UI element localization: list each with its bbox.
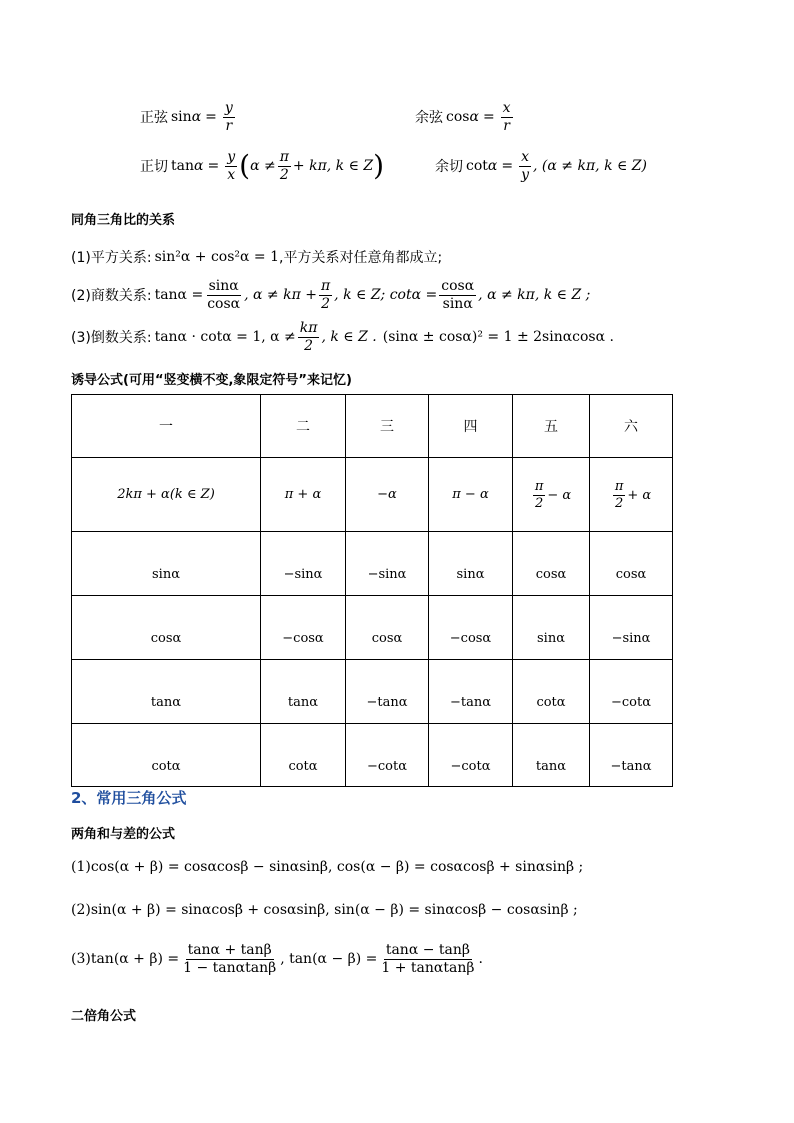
table-cell: −sinα — [261, 532, 346, 596]
column-header: 三 — [346, 395, 429, 458]
cos-over-sin — [439, 279, 476, 311]
fraction-denominator: 1 − tanαtanβ — [183, 959, 277, 976]
fraction-denominator: y — [521, 166, 530, 183]
induction-table — [71, 394, 673, 787]
tan-condition-tail: + kπ, k ∈ Z — [292, 158, 374, 175]
fraction-numerator: π — [534, 478, 544, 494]
cot-condition: , (α ≠ kπ, k ∈ Z) — [533, 158, 647, 175]
table-cell: sinα — [429, 532, 513, 596]
equals-sign: = — [482, 109, 495, 126]
tan-condition: α ≠ — [250, 158, 276, 175]
fraction-denominator: 1 + tanαtanβ — [381, 959, 475, 976]
fraction-numerator: π — [320, 278, 331, 294]
sine-definition — [140, 101, 237, 133]
fraction-denominator: sinα — [442, 295, 473, 312]
table-cell: −cotα — [429, 724, 513, 787]
fraction-denominator: r — [503, 117, 510, 134]
right-paren: ) — [373, 149, 385, 183]
sin-cos-square-identity: (sinα ± cosα)² = 1 ± 2sinαcosα . — [382, 329, 614, 346]
sin-over-cos — [205, 279, 242, 311]
cotangent-definition — [435, 150, 647, 182]
sum-diff-heading: 两角和与差的公式 — [71, 827, 176, 842]
column-header: 二 — [261, 395, 346, 458]
fraction-numerator: π — [279, 149, 289, 165]
alpha-symbol: α — [194, 158, 204, 175]
fraction-numerator: x — [521, 149, 530, 165]
cosine-label: 余弦 — [415, 110, 443, 127]
item-suffix: ,平方关系对任意角都成立; — [279, 250, 443, 266]
table-cell: cotα — [72, 724, 261, 787]
angle-cell: 2kπ + α(k ∈ Z) — [72, 458, 261, 532]
tan-sum-diff-formula — [71, 943, 483, 975]
induction-heading: 诱导公式(可用“竖变横不变,象限定符号”来记忆) — [71, 373, 352, 388]
fraction-denominator: 2 — [534, 495, 544, 511]
tan-diff-fraction — [379, 943, 476, 975]
condition-text: , α ≠ kπ + — [244, 287, 317, 304]
pi-over-2 — [278, 150, 291, 182]
table-header-row — [72, 395, 673, 458]
item-prefix: (3)倒数关系: — [71, 330, 152, 347]
table-cell: cotα — [261, 724, 346, 787]
cotangent-label: 余切 — [435, 159, 463, 176]
sin-sum-diff-formula: (2)sin(α + β) = sinαcosβ + cosαsinβ, sin(α − β) = sinαcosβ − cosαsinβ ; — [71, 902, 578, 918]
alpha-symbol: α — [469, 109, 479, 126]
quotient-relation — [71, 279, 590, 311]
column-header: 五 — [513, 395, 590, 458]
left-paren: ( — [239, 149, 251, 183]
sine-label: 正弦 — [140, 110, 168, 127]
table-cell: tanα — [513, 724, 590, 787]
angle-tail: − α — [547, 487, 572, 503]
table-cell: cosα — [72, 596, 261, 660]
period: . — [478, 951, 483, 968]
tan-diff-prefix: , tan(α − β) = — [280, 951, 378, 968]
section-title: 2、常用三角公式 — [71, 789, 187, 807]
pi-over-2 — [533, 480, 546, 510]
tangent-definition — [140, 150, 384, 182]
column-header: 四 — [429, 395, 513, 458]
fraction-numerator: kπ — [299, 320, 318, 336]
table-cell: −tanα — [346, 660, 429, 724]
table-cell: −cosα — [261, 596, 346, 660]
reciprocal-relation — [71, 321, 614, 353]
fraction-numerator: x — [502, 100, 511, 116]
cot-fn: cot — [466, 158, 488, 175]
fraction-numerator: tanα − tanβ — [385, 942, 470, 958]
double-angle-heading: 二倍角公式 — [71, 1009, 137, 1024]
pi-over-2 — [613, 480, 626, 510]
table-cell: tanα — [72, 660, 261, 724]
table-cell: −sinα — [346, 532, 429, 596]
angle-cell — [590, 458, 673, 532]
x-over-r — [501, 101, 513, 133]
equals-sign: = — [501, 158, 514, 175]
angle-cell: −α — [346, 458, 429, 532]
fraction-denominator: cosα — [207, 295, 241, 312]
fraction-denominator: x — [227, 166, 236, 183]
fraction-denominator: 2 — [614, 495, 624, 511]
condition-text: , α ≠ kπ, k ∈ Z ; — [478, 287, 591, 304]
table-cell: cosα — [513, 532, 590, 596]
alpha-symbol: α — [487, 158, 498, 175]
tan-fn: tan — [171, 158, 194, 175]
x-over-y — [519, 150, 531, 182]
tan-sum-fraction — [181, 943, 278, 975]
table-cell: −cosα — [429, 596, 513, 660]
same-angle-heading: 同角三角比的关系 — [71, 213, 176, 228]
column-header: 一 — [72, 395, 261, 458]
table-cell: −sinα — [590, 596, 673, 660]
equals-sign: = — [207, 158, 220, 175]
table-cell: −tanα — [590, 724, 673, 787]
cos-sum-diff-formula: (1)cos(α + β) = cosαcosβ − sinαsinβ, cos(α − β) = cosαcosβ + sinαsinβ ; — [71, 859, 584, 875]
alpha-symbol: α — [191, 109, 202, 126]
fraction-denominator: 2 — [321, 295, 331, 312]
square-relation — [71, 247, 442, 267]
square-relation-formula: sin²α + cos²α = 1 — [154, 249, 279, 265]
table-cell: tanα — [261, 660, 346, 724]
fraction-numerator: y — [224, 100, 233, 116]
table-cell: sinα — [513, 596, 590, 660]
table-cell: −cotα — [346, 724, 429, 787]
table-row-sin — [72, 532, 673, 596]
table-cell: cotα — [513, 660, 590, 724]
equals-sign: = — [205, 109, 217, 126]
kpi-over-2 — [298, 321, 320, 353]
angle-tail: + α — [627, 487, 652, 503]
table-row-cot — [72, 724, 673, 787]
table-cell: sinα — [72, 532, 261, 596]
fraction-numerator: sinα — [208, 278, 239, 294]
fraction-denominator: 2 — [304, 337, 314, 354]
table-row-tan — [72, 660, 673, 724]
table-cell: −cotα — [590, 660, 673, 724]
fraction-numerator: tanα + tanβ — [187, 942, 272, 958]
cosine-definition — [415, 101, 515, 133]
fraction-numerator: cosα — [441, 278, 475, 294]
y-over-r — [223, 101, 235, 133]
fraction-denominator: 2 — [279, 166, 289, 183]
table-angle-row — [72, 458, 673, 532]
table-cell: −tanα — [429, 660, 513, 724]
condition-text: , k ∈ Z . — [321, 329, 377, 346]
condition-text: , k ∈ Z; cotα = — [334, 287, 438, 304]
table-cell: cosα — [346, 596, 429, 660]
column-header: 六 — [590, 395, 673, 458]
tan-sum-prefix: (3)tan(α + β) = — [71, 951, 180, 968]
fraction-denominator: r — [225, 117, 233, 134]
cos-fn: cos — [446, 109, 470, 126]
pi-over-2 — [319, 279, 332, 311]
y-over-x — [225, 150, 237, 182]
angle-cell: π − α — [429, 458, 513, 532]
item-prefix: (1)平方关系: — [71, 250, 152, 266]
sin-fn: sin — [171, 109, 192, 126]
angle-cell — [513, 458, 590, 532]
tan-equals: tanα = — [154, 287, 204, 304]
table-cell: cosα — [590, 532, 673, 596]
fraction-numerator: y — [227, 149, 236, 165]
tangent-label: 正切 — [140, 159, 168, 176]
item-prefix: (2)商数关系: — [71, 288, 152, 305]
table-row-cos — [72, 596, 673, 660]
fraction-numerator: π — [614, 478, 624, 494]
reciprocal-formula: tanα · cotα = 1, α ≠ — [154, 329, 296, 346]
angle-cell: π + α — [261, 458, 346, 532]
